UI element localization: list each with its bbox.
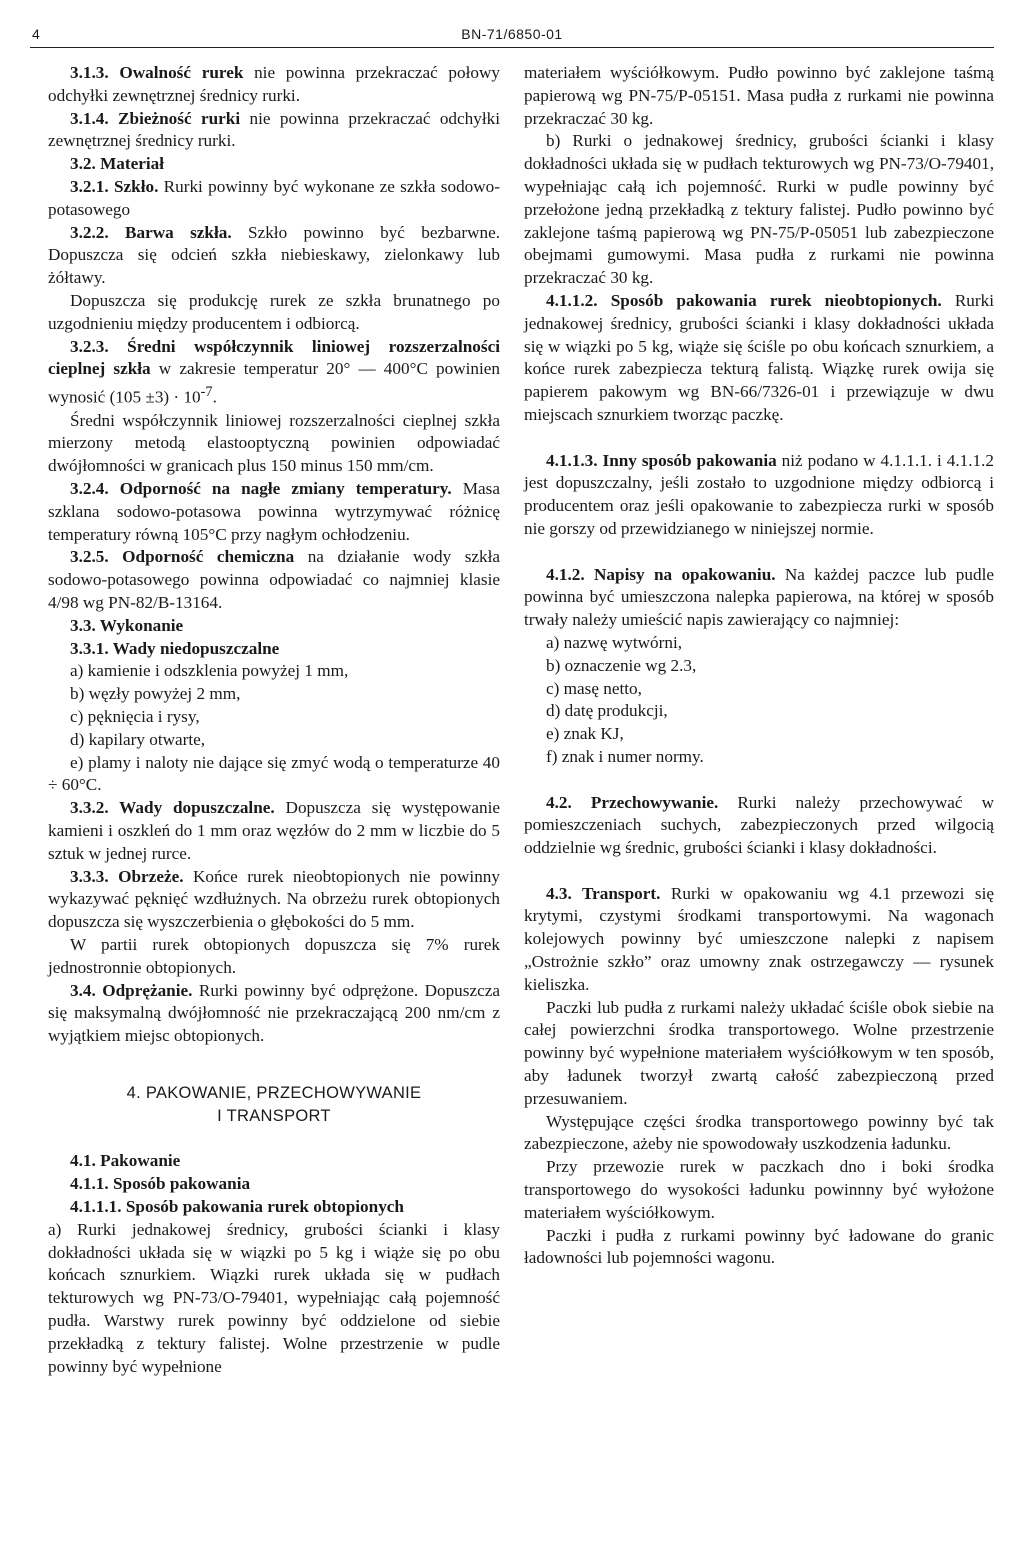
clause-4-2-text: Rurki należy przechowywać w pomieszczeniach suchych, zabezpieczonych przed wilgocią oddzielnie wg średnic, grubości ścianki i klasy dokładności.	[524, 792, 994, 858]
clause-3-1-4-text: nie powinna przekraczać odchyłki zewnętrznej średnicy rurki.	[48, 108, 500, 151]
clause-4-3-text: Rurki w opakowaniu wg 4.1 przewozi się krytymi, czystymi środkami transportowymi. Na wagonach kolejowych powinny być umieszczone nalepki z napisem „Ostrożnie szkło” oraz umowny znak ostrzegawczy — rysunek kieliszka.	[524, 883, 994, 994]
list-item: b) węzły powyżej 2 mm,	[70, 684, 241, 704]
list-item: a) nazwę wytwórni,	[546, 632, 683, 652]
clause-3-2-1-title: 3.2.1. Szkło.	[70, 176, 159, 196]
list-item: f) znak i numer normy.	[546, 746, 704, 766]
heading-3-2: 3.2. Materiał	[70, 154, 165, 174]
clause-4-1-1-3-text: niż podano w 4.1.1.1. i 4.1.1.2 jest dopuszczalny, jeśli zostało to uzgodnione między odbiorcą i producentem oraz jeśli opakowanie to zabezpiecza rurki w sposób nie gorszy od przewidzianego w niniejszej normie.	[524, 450, 994, 538]
document-id: BN-71/6850-01	[461, 26, 563, 42]
section-4-heading-line2: I TRANSPORT	[217, 1106, 331, 1125]
list-item: a) kamienie i odszklenia powyżej 1 mm,	[70, 661, 349, 681]
paragraph-transport-lining: Przy przewozie rurek w paczkach dno i boki środka transportowego do wysokości ładunku powinnny być wyłożone materiałem wyściółkowym.	[524, 1157, 994, 1222]
spacer	[48, 1128, 500, 1151]
paragraph-transport-placement: Paczki lub pudła z rurkami należy układać ściśle obok siebie na całej powierzchni środka transportowego. Wolne przestrzenie powinny być wypełnione materiałem wyściółkowym w ten sposób, aby ładunek tworzył zwartą całość zabezpieczoną przed przesuwaniem.	[524, 997, 994, 1108]
clause-3-2-4-title: 3.2.4. Odporność na nagłe zmiany temperatury.	[70, 479, 452, 499]
clause-3-3-3-text: Końce rurek nieobtopionych nie powinny wykazywać pęknięć wzdłużnych. Na obrzeżu rurek obtopionych dopuszcza się wyszczerbienia o głębokości do 5 mm.	[48, 866, 500, 932]
heading-3-3-1: 3.3.1. Wady niedopuszczalne	[70, 638, 280, 658]
list-item: e) znak KJ,	[546, 724, 624, 744]
clause-3-2-2	[48, 222, 500, 290]
clause-3-3-3	[48, 866, 500, 934]
clause-4-1-2-title: 4.1.2. Napisy na opakowaniu.	[546, 564, 776, 584]
heading-4-1-1-1: 4.1.1.1. Sposób pakowania rurek obtopionych	[70, 1196, 404, 1216]
clause-4-2	[524, 792, 994, 860]
clause-3-3-2-text: Dopuszcza się występowanie kamieni i oszkleń do 1 mm oraz węzłów do 2 mm w liczbie do 5 sztuk w jednej rurce.	[48, 798, 500, 863]
spacer	[524, 769, 994, 792]
section-4-heading-line1: 4. PAKOWANIE, PRZECHOWYWANIE	[126, 1084, 422, 1102]
clause-3-2-1	[48, 176, 500, 222]
spacer	[524, 427, 994, 450]
heading-4-1: 4.1. Pakowanie	[70, 1151, 181, 1171]
heading-3-3: 3.3. Wykonanie	[70, 615, 184, 635]
clause-3-2-4-text: Masa szklana sodowo-potasowa powinna wytrzymywać różnicę temperatury równą 105°C przy nagłym ochłodzeniu.	[48, 479, 500, 544]
clause-3-2-2-title: 3.2.2. Barwa szkła.	[70, 222, 232, 242]
clause-3-3-2-title: 3.3.2. Wady dopuszczalne.	[70, 798, 275, 818]
clause-3-4-title: 3.4. Odprężanie.	[70, 980, 193, 1000]
list-item: c) masę netto,	[546, 678, 642, 698]
paragraph-one-sided: W partii rurek obtopionych dopuszcza się 7% rurek jednostronnie obtopionych.	[48, 935, 500, 977]
clause-3-2-5	[48, 546, 500, 614]
page-number: 4	[32, 26, 40, 42]
list-item: c) pęknięcia i rysy,	[70, 707, 200, 727]
clause-3-4	[48, 980, 500, 1048]
spacer	[524, 541, 994, 564]
paragraph-transport-loading: Paczki i pudła z rurkami powinny być ładowane do granic ładowności lub pojemności wagonu.	[524, 1225, 994, 1268]
clause-4-3	[524, 883, 994, 997]
clause-3-2-1-text: Rurki powinny być wykonane ze szkła sodowo-potasowego	[48, 176, 500, 219]
heading-4-1-1: 4.1.1. Sposób pakowania	[70, 1174, 251, 1194]
clause-4-3-title: 4.3. Transport.	[546, 883, 661, 903]
clause-4-1-1-2	[524, 290, 994, 427]
clause-3-2-3	[48, 336, 500, 410]
clause-3-1-3-title: 3.1.3. Owalność rurek	[70, 63, 244, 82]
clause-3-3-2	[48, 797, 500, 865]
clause-4-2-title: 4.2. Przechowywanie.	[546, 792, 719, 812]
exponent: -7	[200, 384, 213, 401]
right-column	[524, 62, 994, 1270]
list-item: e) plamy i naloty nie dające się zmyć wodą o temperaturze 40 ÷ 60°C.	[48, 752, 500, 795]
paragraph-transport-protection: Występujące części środka transportowego powinny być tak zabezpieczone, ażeby nie spowodowały uszkodzenia ładunku.	[524, 1111, 994, 1154]
clause-3-1-4	[48, 108, 500, 154]
paragraph-packing-a: a) Rurki jednakowej średnicy, grubości ścianki i klasy dokładności układa się w wiązki po 5 kg i wiąże się po obu końcach sznurkiem. Wiązki rurek układa się w pudłach tekturowych wg PN-73/O-79401, wypełniając całą pojemność pudła. Warstwy rurek powinny być oddzielone od siebie przekładką z tektury falistej. Wolne przestrzenie w pudle powinny być wypełnione	[48, 1219, 500, 1376]
clause-4-1-2	[524, 564, 994, 632]
clause-3-2-3-title: 3.2.3. Średni współczynnik liniowej rozszerzalności cieplnej szkła	[48, 336, 500, 379]
clause-4-1-1-2-title: 4.1.1.2. Sposób pakowania rurek nieobtopionych.	[546, 290, 942, 310]
clause-4-1-1-3	[524, 450, 994, 541]
paragraph-packing-a-cont: materiałem wyściółkowym. Pudło powinno być zaklejone taśmą papierową wg PN-75/P-05151. Masa pudła z rurkami nie powinna przekraczać 30 kg.	[524, 63, 994, 128]
paragraph-birefringence: Średni współczynnik liniowej rozszerzalności cieplnej szkła mierzony metodą elastooptyczną powinien odpowiadać dwójłomności w granicach plus 150 minus 150 mm/cm.	[48, 410, 500, 476]
paragraph-brown-glass: Dopuszcza się produkcję rurek ze szkła brunatnego po uzgodnieniu między producentem i odbiorcą.	[48, 290, 500, 333]
clause-3-1-3	[48, 62, 500, 108]
list-item: b) oznaczenie wg 2.3,	[546, 655, 697, 675]
list-item: d) kapilary otwarte,	[70, 729, 206, 749]
clause-3-3-3-title: 3.3.3. Obrzeże.	[70, 866, 184, 886]
clause-4-1-1-2-text: Rurki jednakowej średnicy, grubości ścianki i klasy dokładności układa się w wiązki po 5 kg, wiąże się ściśle po obu końcach sznurkiem, a końce rurek zabezpiecza tekturą falistą. Wiązkę rurek owija się papierem pakowym wg BN-66/7326-01 i przewiązuje w dwu miejscach sznurkiem tworząc paczkę.	[524, 290, 994, 424]
page-header	[30, 20, 994, 50]
clause-3-1-3-text: nie powinna przekraczać połowy odchyłki zewnętrznej średnicy rurki.	[48, 63, 500, 105]
header-rule	[30, 47, 994, 48]
paragraph-packing-b: b) Rurki o jednakowej średnicy, grubości ścianki i klasy dokładności układa się w pudłach tekturowych wg PN-73/O-79401, wypełniając całą ich pojemność. Rurki w pudle powinny być przełożone jedną przekładką z tektury falistej. Pudło powinno być zaklejone taśmą papierową wg PN-75/P-05051 lub zabezpieczone obejmami gumowymi. Masa pudła z rurkami nie powinna przekraczać 30 kg.	[524, 131, 994, 288]
clause-3-1-4-title: 3.1.4. Zbieżność rurki	[70, 108, 241, 128]
clause-4-1-1-3-title: 4.1.1.3. Inny sposób pakowania	[546, 450, 777, 470]
clause-4-1-2-text: Na każdej paczce lub pudle powinna być umieszczona nalepka papierowa, na której w sposób trwały należy umieścić napis zawierający co najmniej:	[524, 564, 994, 630]
clause-3-2-3-end: .	[212, 387, 217, 407]
clause-3-4-text: Rurki powinny być odprężone. Dopuszcza się maksymalną dwójłomność nie przekraczającą 200 nm/cm z wyjątkiem miejsc obtopionych.	[48, 980, 500, 1046]
clause-3-2-5-text: na działanie wody szkła sodowo-potasowego powinna odpowiadać co najmniej klasie 4/98 wg PN-82/B-13164.	[48, 547, 501, 613]
clause-3-2-3-text: w zakresie temperatur 20° — 400°C powinien wynosić (105 ±3) · 10	[48, 359, 500, 407]
left-column	[48, 62, 500, 1378]
clause-3-2-5-title: 3.2.5. Odporność chemiczna	[70, 547, 295, 567]
clause-3-2-2-text: Szkło powinno być bezbarwne. Dopuszcza się odcień szkła niebieskawy, zielonkawy lub żółtawy.	[48, 222, 500, 288]
clause-3-2-4	[48, 478, 500, 546]
list-item: d) datę produkcji,	[546, 701, 668, 721]
spacer	[524, 860, 994, 883]
spacer	[48, 1048, 500, 1082]
